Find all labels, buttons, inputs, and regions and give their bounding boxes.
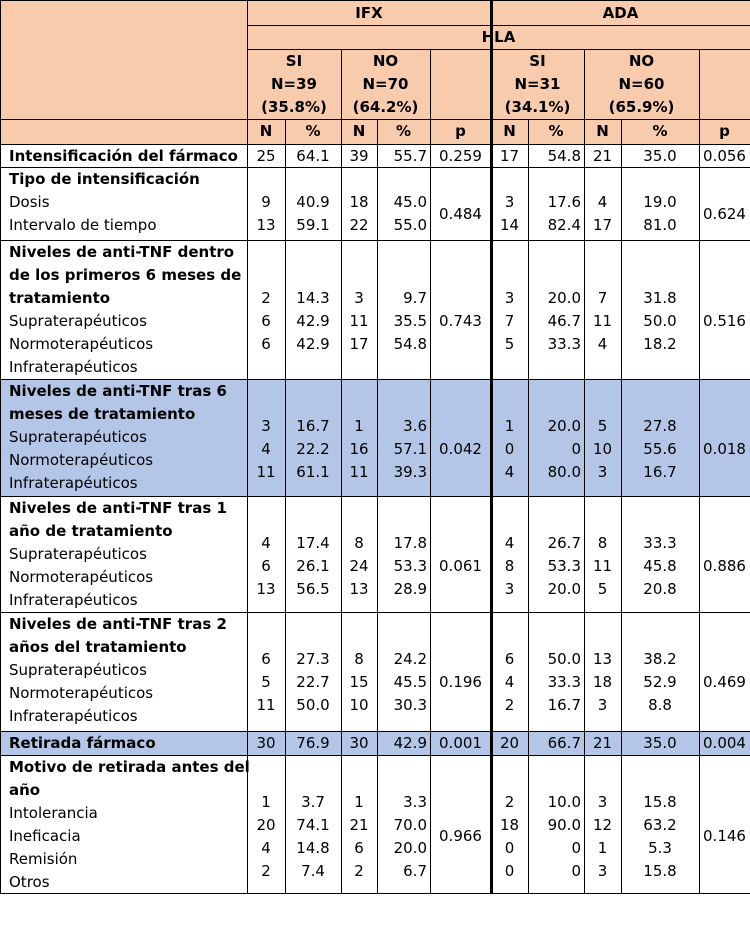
row-title-line: tratamiento [9, 289, 111, 307]
value-cell: 1 [354, 416, 364, 435]
value-cell: 63.2 [643, 815, 677, 834]
value-cell: 54.8 [393, 335, 427, 353]
value-cell: 3.3 [403, 792, 427, 811]
value-cell: 26.1 [296, 556, 330, 575]
row-category-line: Otros [9, 873, 50, 891]
value-cell: 16.7 [547, 695, 581, 714]
value-cell: 5.3 [648, 838, 672, 857]
value-cell: 35.0 [643, 147, 677, 165]
row-category-line: Infraterapéuticos [9, 474, 138, 492]
row-category-line: Normoterapéuticos [9, 451, 154, 469]
value-cell: 11 [592, 556, 613, 575]
value-cell: 0 [571, 439, 581, 458]
value-cell: 11 [349, 312, 369, 330]
value-cell: 50.0 [296, 695, 330, 714]
value-cell: 40.9 [296, 193, 330, 211]
row-category-line: Normoterapéuticos [9, 684, 154, 702]
value-cell: 45.5 [393, 672, 427, 691]
row-category-line: Normoterapéuticos [9, 335, 154, 353]
value-cell: 0.146 [703, 827, 746, 845]
value-cell: 18.2 [643, 335, 677, 353]
value-cell: 3 [354, 289, 364, 307]
value-cell: 55.7 [393, 147, 427, 165]
value-cell: 18 [592, 672, 613, 691]
value-cell: 90.0 [547, 815, 581, 834]
row-title-line: año de tratamiento [9, 522, 173, 540]
value-cell: 0.259 [439, 147, 482, 165]
value-cell: 6.7 [403, 861, 427, 880]
value-cell: 24 [349, 556, 369, 575]
value-cell: 3 [597, 792, 608, 811]
row-title-line: Retirada fármaco [9, 734, 156, 752]
group-label-line: N=39 [271, 75, 317, 93]
value-cell: 20 [256, 815, 276, 834]
value-cell: 66.7 [547, 734, 581, 752]
value-cell: 70.0 [393, 815, 427, 834]
column-subheader: p [719, 122, 730, 140]
value-cell: 54.8 [547, 147, 581, 165]
value-cell: 20.0 [393, 838, 427, 857]
value-cell: 25 [256, 147, 276, 165]
value-cell: 3 [597, 462, 608, 481]
row-category-line: Supraterapéuticos [9, 312, 147, 330]
value-cell: 8 [504, 556, 515, 575]
value-cell: 15 [349, 672, 369, 691]
row-category-line: Infraterapéuticos [9, 707, 138, 725]
value-cell: 3 [597, 695, 608, 714]
column-subheader: % [548, 122, 564, 140]
group-label-line: N=70 [362, 75, 409, 93]
value-cell: 4 [597, 335, 608, 353]
value-cell: 53.3 [547, 556, 581, 575]
value-cell: 42.9 [296, 335, 330, 353]
row-title-line: Niveles de anti-TNF tras 2 [9, 615, 227, 633]
value-cell: 0.743 [439, 312, 482, 330]
value-cell: 30 [256, 734, 276, 752]
value-cell: 14.3 [296, 289, 330, 307]
value-cell: 13 [592, 649, 613, 668]
value-cell: 27.8 [643, 416, 677, 435]
row-title-line: Niveles de anti-TNF tras 6 [9, 382, 227, 400]
value-cell: 13 [256, 216, 276, 234]
value-cell: 3 [597, 861, 608, 880]
value-cell: 0.056 [703, 147, 746, 165]
value-cell: 59.1 [296, 216, 330, 234]
rule-left [0, 0, 1, 894]
value-cell: 35.5 [393, 312, 427, 330]
value-cell: 26.7 [547, 533, 581, 552]
value-cell: 4 [261, 533, 271, 552]
value-cell: 21 [592, 147, 613, 165]
row-title-line: Tipo de intensificación [9, 170, 200, 188]
value-cell: 1 [504, 416, 515, 435]
group-label-line: (34.1%) [504, 98, 571, 116]
value-cell: 12 [592, 815, 613, 834]
value-cell: 5 [597, 416, 608, 435]
row-category-line: Remisión [9, 850, 78, 868]
value-cell: 4 [597, 193, 608, 211]
value-cell: 7.4 [301, 861, 325, 880]
value-cell: 0.061 [439, 556, 482, 575]
value-cell: 20.8 [643, 579, 677, 598]
value-cell: 16.7 [643, 462, 677, 481]
value-cell: 19.0 [643, 193, 677, 211]
value-cell: 45.8 [643, 556, 677, 575]
row-category-line: Supraterapéuticos [9, 428, 147, 446]
value-cell: 8 [354, 533, 364, 552]
value-cell: 46.7 [547, 312, 581, 330]
row-title-line: meses de tratamiento [9, 405, 196, 423]
value-cell: 61.1 [296, 462, 330, 481]
value-cell: 13 [256, 579, 276, 598]
group-label-line: N=60 [618, 75, 665, 93]
value-cell: 53.3 [393, 556, 427, 575]
value-cell: 28.9 [393, 579, 427, 598]
value-cell: 17.4 [296, 533, 330, 552]
value-cell: 39.3 [393, 462, 427, 481]
value-cell: 4 [261, 439, 271, 458]
value-cell: 15.8 [643, 792, 677, 811]
column-subheader: N [259, 122, 273, 140]
value-cell: 21 [592, 734, 613, 752]
value-cell: 1 [597, 838, 608, 857]
value-cell: 14 [499, 216, 520, 234]
value-cell: 80.0 [547, 462, 581, 481]
value-cell: 0.469 [703, 672, 746, 691]
value-cell: 1 [354, 792, 364, 811]
column-subheader: % [305, 122, 321, 140]
value-cell: 0.001 [439, 734, 482, 752]
value-cell: 20.0 [547, 579, 581, 598]
value-cell: 0.042 [439, 439, 482, 458]
row-category-line: Supraterapéuticos [9, 661, 147, 679]
value-cell: 4 [504, 672, 515, 691]
value-cell: 10.0 [547, 792, 581, 811]
column-subheader: N [503, 122, 516, 140]
value-cell: 0 [504, 838, 515, 857]
value-cell: 21 [349, 815, 369, 834]
value-cell: 18 [499, 815, 520, 834]
value-cell: 11 [256, 695, 276, 714]
value-cell: 0.484 [439, 204, 482, 223]
value-cell: 82.4 [547, 216, 581, 234]
value-cell: 74.1 [296, 815, 330, 834]
value-cell: 57.1 [393, 439, 427, 458]
group-label-line: N=31 [514, 75, 561, 93]
value-cell: 56.5 [296, 579, 330, 598]
column-subheader: % [652, 122, 668, 140]
value-cell: 0.624 [703, 204, 746, 223]
value-cell: 2 [504, 792, 515, 811]
value-cell: 4 [504, 533, 515, 552]
value-cell: 17 [592, 216, 613, 234]
value-cell: 55.6 [643, 439, 677, 458]
value-cell: 7 [504, 312, 515, 330]
value-cell: 0 [571, 838, 581, 857]
value-cell: 42.9 [393, 734, 427, 752]
group-label-line: SI [529, 52, 546, 70]
value-cell: 0 [571, 861, 581, 880]
value-cell: 9.7 [403, 289, 427, 307]
row-category-line: Dosis [9, 193, 50, 211]
value-cell: 31.8 [643, 289, 677, 307]
value-cell: 3 [504, 579, 515, 598]
value-cell: 6 [354, 838, 364, 857]
value-cell: 30 [349, 734, 369, 752]
row-category-line: Infraterapéuticos [9, 358, 138, 376]
value-cell: 11 [256, 462, 276, 481]
value-cell: 22.2 [296, 439, 330, 458]
value-cell: 39 [349, 147, 369, 165]
row-category-line: Intervalo de tiempo [9, 216, 157, 234]
value-cell: 0 [504, 861, 515, 880]
value-cell: 11 [592, 312, 613, 330]
value-cell: 33.3 [643, 533, 677, 552]
value-cell: 2 [504, 695, 515, 714]
value-cell: 20.0 [547, 289, 581, 307]
value-cell: 6 [261, 312, 271, 330]
value-cell: 10 [592, 439, 613, 458]
value-cell: 6 [261, 649, 271, 668]
value-cell: 0.004 [703, 734, 746, 752]
group-label-line: SI [285, 52, 303, 70]
value-cell: 50.0 [547, 649, 581, 668]
column-subheader: % [395, 122, 412, 140]
value-cell: 52.9 [643, 672, 677, 691]
value-cell: 3 [261, 416, 271, 435]
column-subheader: N [596, 122, 609, 140]
value-cell: 17.8 [393, 533, 427, 552]
drug-ifx-header: IFX [355, 4, 383, 22]
value-cell: 2 [354, 861, 364, 880]
value-cell: 18 [349, 193, 369, 211]
rule-group [430, 49, 431, 894]
value-cell: 76.9 [296, 734, 330, 752]
value-cell: 0.018 [703, 439, 746, 458]
group-label-line: (65.9%) [608, 98, 675, 116]
rule-top [0, 0, 750, 1]
value-cell: 33.3 [547, 335, 581, 353]
hla-header: HLA [481, 28, 516, 46]
value-cell: 38.2 [643, 649, 677, 668]
group-label-line: (64.2%) [352, 98, 419, 116]
value-cell: 17 [349, 335, 369, 353]
value-cell: 8 [597, 533, 608, 552]
value-cell: 6 [261, 556, 271, 575]
value-cell: 8.8 [648, 695, 672, 714]
row-category-line: Ineficacia [9, 827, 81, 845]
value-cell: 20.0 [547, 416, 581, 435]
value-cell: 4 [261, 838, 271, 857]
value-cell: 0.196 [439, 672, 482, 691]
value-cell: 30.3 [393, 695, 427, 714]
value-cell: 2 [261, 289, 271, 307]
drug-ada-header: ADA [602, 4, 639, 22]
row-category-line: Infraterapéuticos [9, 591, 138, 609]
column-subheader: p [455, 122, 466, 140]
value-cell: 20 [499, 734, 520, 752]
group-label-line: (35.8%) [261, 98, 327, 116]
value-cell: 3.7 [301, 792, 325, 811]
row-category-line: Intolerancia [9, 804, 98, 822]
value-cell: 22.7 [296, 672, 330, 691]
row-category-line: Normoterapéuticos [9, 568, 154, 586]
group-label-line: NO [372, 52, 399, 70]
value-cell: 0.516 [703, 312, 746, 330]
value-cell: 9 [261, 193, 271, 211]
value-cell: 22 [349, 216, 369, 234]
value-cell: 3 [504, 193, 515, 211]
value-cell: 45.0 [393, 193, 427, 211]
value-cell: 17.6 [547, 193, 581, 211]
value-cell: 16 [349, 439, 369, 458]
value-cell: 14.8 [296, 838, 330, 857]
value-cell: 1 [261, 792, 271, 811]
row-category-line: Supraterapéuticos [9, 545, 147, 563]
column-subheader: N [352, 122, 366, 140]
row-title-line: Niveles de anti-TNF tras 1 [9, 499, 227, 517]
value-cell: 4 [504, 462, 515, 481]
value-cell: 35.0 [643, 734, 677, 752]
value-cell: 2 [261, 861, 271, 880]
value-cell: 55.0 [393, 216, 427, 234]
value-cell: 3.6 [403, 416, 427, 435]
value-cell: 5 [597, 579, 608, 598]
rule-group [699, 49, 700, 894]
value-cell: 81.0 [643, 216, 677, 234]
value-cell: 13 [349, 579, 369, 598]
value-cell: 5 [261, 672, 271, 691]
value-cell: 11 [349, 462, 369, 481]
row-title-line: Motivo de retirada antes del [9, 758, 250, 776]
value-cell: 7 [597, 289, 608, 307]
value-cell: 10 [349, 695, 369, 714]
row-title-line: de los primeros 6 meses de [9, 266, 242, 284]
value-cell: 16.7 [296, 416, 330, 435]
value-cell: 6 [504, 649, 515, 668]
value-cell: 6 [261, 335, 271, 353]
row-title-line: Niveles de anti-TNF dentro [9, 243, 235, 261]
value-cell: 0.966 [439, 827, 482, 845]
value-cell: 33.3 [547, 672, 581, 691]
value-cell: 64.1 [296, 147, 330, 165]
value-cell: 8 [354, 649, 364, 668]
value-cell: 5 [504, 335, 515, 353]
value-cell: 3 [504, 289, 515, 307]
value-cell: 50.0 [643, 312, 677, 330]
value-cell: 24.2 [393, 649, 427, 668]
value-cell: 0 [504, 439, 515, 458]
value-cell: 17 [499, 147, 520, 165]
row-title-line: años del tratamiento [9, 638, 187, 656]
value-cell: 42.9 [296, 312, 330, 330]
value-cell: 15.8 [643, 861, 677, 880]
value-cell: 27.3 [296, 649, 330, 668]
rule-bottom [0, 893, 750, 894]
row-title-line: Intensificación del fármaco [9, 147, 238, 165]
value-cell: 0.886 [703, 556, 746, 575]
group-label-line: NO [628, 52, 655, 70]
row-title-line: año [9, 781, 41, 799]
